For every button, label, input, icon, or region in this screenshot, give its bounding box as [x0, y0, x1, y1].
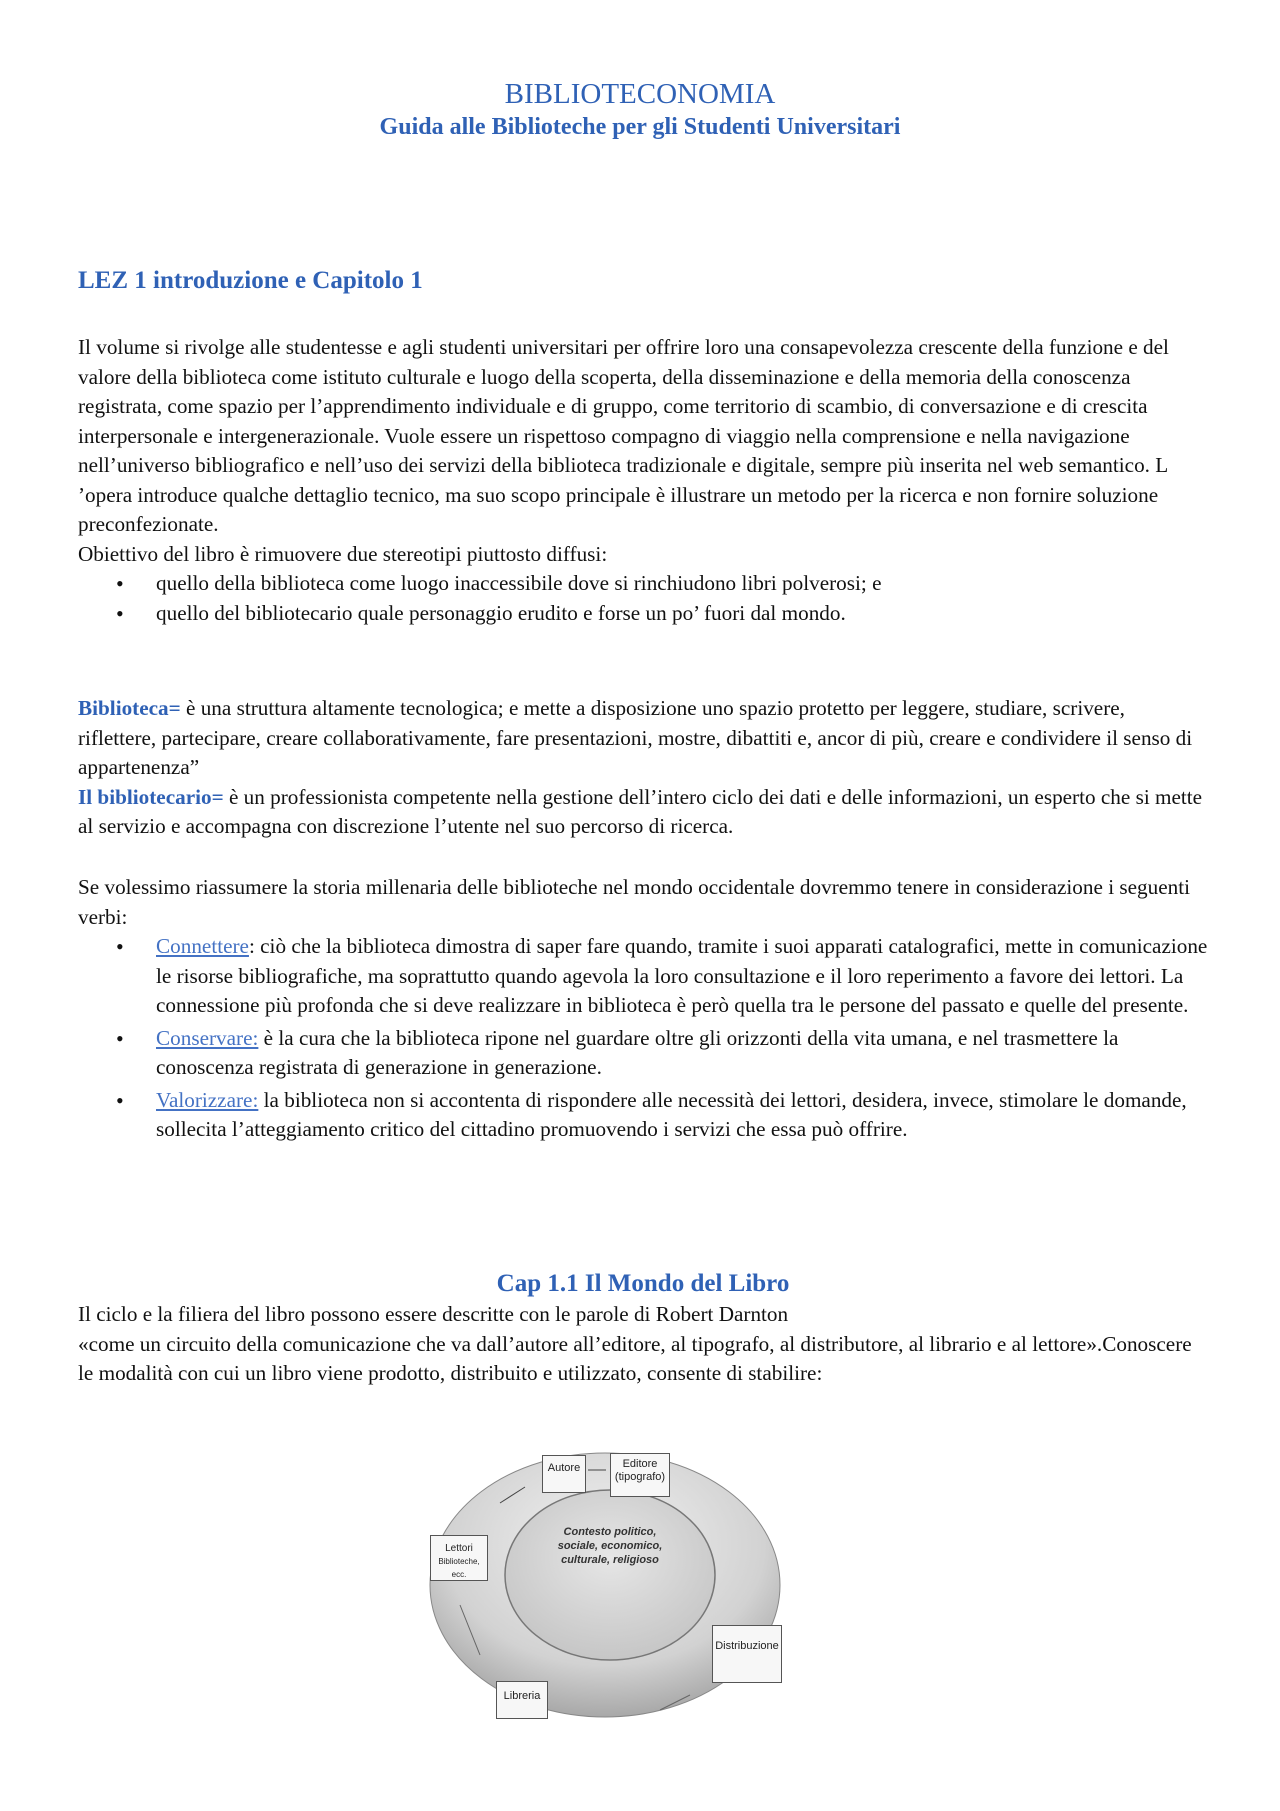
libreria-label: Libreria — [503, 1690, 541, 1702]
verbs-list — [78, 932, 1208, 1145]
lettori-sub-label: Biblioteche, ecc. — [438, 1557, 480, 1579]
objective-intro: Obiettivo del libro è rimuovere due stereotipi piuttosto diffusi: — [78, 541, 608, 566]
definitions-block — [78, 694, 1208, 842]
autore-box — [542, 1455, 586, 1493]
document-title: BIBLIOTECONOMIA — [504, 78, 776, 110]
document-subtitle: Guida alle Biblioteche per gli Studenti Universitari — [379, 114, 901, 140]
verb-text: la biblioteca non si accontenta di rispondere alle necessità dei lettori, desidera, invece, stimolare le domande, sollecita l’atteggiamento critico del cittadino promuovendo i servizi che essa può offrire. — [156, 1087, 1187, 1141]
lesson-section — [78, 265, 1208, 297]
chapter-line: «come un circuito della comunicazione che va dall’autore all’editore, al tipografo, al distributore, al librario e al lettore».Conoscere le modalità con cui un libro viene prodotto, distribuito e utilizzato, consente di stabilire: — [78, 1331, 1192, 1385]
distribuzione-label: Distribuzione — [715, 1640, 779, 1652]
chapter-section — [78, 1268, 1208, 1389]
lettori-label: Lettori — [445, 1543, 473, 1554]
title-block — [0, 76, 1280, 142]
context-line: culturale, religioso — [561, 1554, 659, 1566]
libreria-box — [496, 1681, 548, 1719]
definition-biblioteca — [78, 694, 1208, 783]
verb-text: : ciò che la biblioteca dimostra di saper fare quando, tramite i suoi apparati catalografici, mette in comunicazione le risorse bibliografiche, ma soprattutto quando agevola la loro consultazione e il loro reperimento a favore dei lettori. La connessione più profonda che si deve realizzare in biblioteca è però quella tra le persone del passato e quelle del presente. — [156, 934, 1208, 1017]
stereotype-list — [78, 569, 1208, 628]
lesson-heading: LEZ 1 introduzione e Capitolo 1 — [78, 267, 423, 294]
context-line: sociale, economico, — [557, 1540, 663, 1552]
definition-bibliotecario — [78, 783, 1208, 842]
inner-circle — [505, 1490, 715, 1660]
lettori-box — [430, 1535, 488, 1581]
editore-box — [610, 1453, 670, 1497]
distribuzione-box — [712, 1625, 782, 1683]
intro-block — [78, 333, 1208, 628]
valorizzare-link[interactable]: Valorizzare: — [156, 1087, 259, 1112]
conservare-link[interactable]: Conservare: — [156, 1025, 259, 1050]
book-circuit-diagram — [420, 1425, 790, 1725]
definition-text: è un professionista competente nella gestione dell’intero ciclo dei dati e delle informazioni, un esperto che si mette al servizio e accompagna con discrezione l’utente nel suo percorso di ricerca. — [78, 784, 1203, 838]
chapter-line: Il ciclo e la filiera del libro possono essere descritte con le parole di Robert Darnton — [78, 1302, 789, 1326]
chapter-heading: Cap 1.1 Il Mondo del Libro — [496, 1270, 790, 1297]
history-block — [78, 873, 1208, 1145]
history-intro: Se volessimo riassumere la storia millenaria delle biblioteche nel mondo occidentale dovremmo tenere in considerazione i seguenti verbi: — [78, 875, 1190, 929]
editore-label: Editore — [622, 1458, 658, 1470]
connettere-link[interactable]: Connettere — [156, 934, 249, 958]
list-item — [78, 932, 1208, 1021]
definition-text: è una struttura altamente tecnologica; e mette a disposizione uno spazio protetto per leggere, studiare, scrivere, riflettere, partecipare, creare collaborativamente, fare presentazioni, mostre, dibattiti e, ancor di più, creare e condividere il senso di appartenenza” — [78, 696, 1193, 779]
definition-label: Biblioteca= — [78, 696, 181, 720]
intro-paragraph: Il volume si rivolge alle studentesse e agli studenti universitari per offrire loro una consapevolezza crescente della funzione e del valore della biblioteca come istituto culturale e luogo della scoperta, della disseminazione e della memoria della conoscenza registrata, come spazio per l’apprendimento individuale e di gruppo, come territorio di scambio, di conversazione e di crescita interpersonale e intergenerazionale. Vuole essere un rispettoso compagno di viaggio nella comprensione e nella navigazione nell’universo bibliografico e nell’uso dei servizi della biblioteca tradizionale e digitale, sempre più inserita nel web semantico. L ’opera introduce qualche dettaglio tecnico, ma suo scopo principale è illustrare un metodo per la ricerca e non fornire soluzione preconfezionate. — [78, 335, 1169, 536]
autore-label: Autore — [547, 1462, 581, 1474]
context-label — [540, 1525, 680, 1567]
list-item: • quello del bibliotecario quale personaggio erudito e forse un po’ fuori dal mondo. — [78, 599, 1208, 629]
context-line: Contesto politico, — [563, 1526, 657, 1538]
definition-label: Il bibliotecario= — [78, 784, 224, 809]
list-item: • quello della biblioteca come luogo inaccessibile dove si rinchiudono libri polverosi; e — [78, 569, 1208, 599]
tipografo-label: (tipografo) — [614, 1471, 666, 1483]
verb-text: è la cura che la biblioteca ripone nel guardare oltre gli orizzonti della vita umana, e nel trasmettere la conoscenza registrata di generazione in generazione. — [156, 1025, 1119, 1079]
list-item — [78, 1024, 1208, 1083]
list-item — [78, 1086, 1208, 1145]
